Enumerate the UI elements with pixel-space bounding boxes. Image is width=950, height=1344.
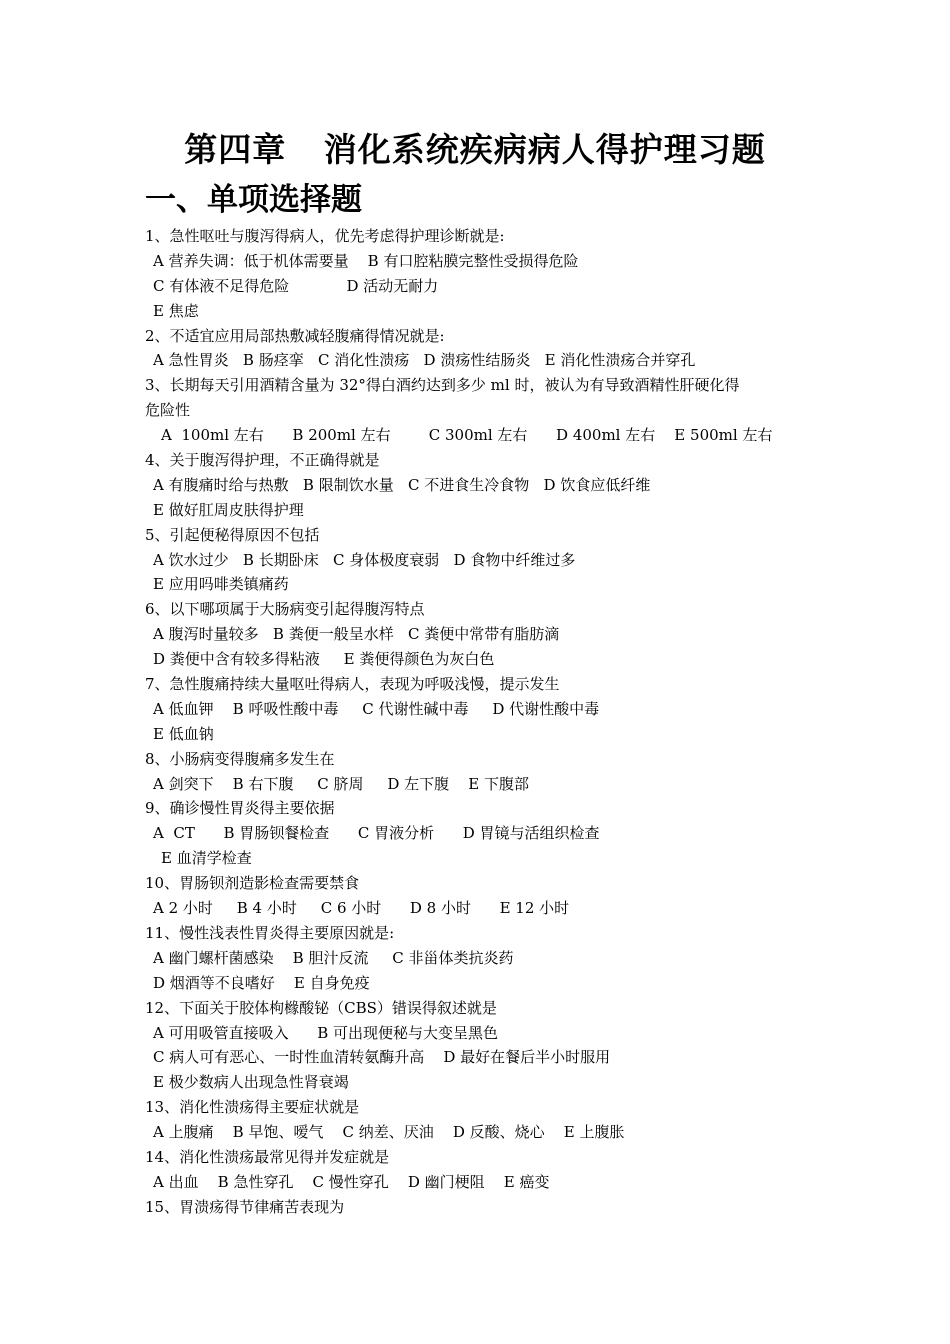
answer-options: D 粪便中含有较多得粘液 E 粪便得颜色为灰白色 — [153, 650, 495, 669]
answer-options: A 出血 B 急性穿孔 C 慢性穿孔 D 幽门梗阻 E 癌变 — [153, 1172, 550, 1191]
answer-options: C 病人可有恶心、一时性血清转氨酶升高 D 最好在餐后半小时服用 — [153, 1048, 611, 1067]
question-text: 5、引起便秘得原因不包括 — [145, 525, 320, 544]
answer-options: E 做好肛周皮肤得护理 — [153, 500, 304, 519]
answer-options: E 低血钠 — [153, 724, 214, 743]
question-text: 9、确诊慢性胃炎得主要依据 — [145, 799, 335, 818]
question-text: 15、胃溃疡得节律痛苦表现为 — [145, 1197, 345, 1216]
question-text: 10、胃肠钡剂造影检查需要禁食 — [145, 874, 360, 893]
chapter-title: 第四章 消化系统疾病病人得护理习题 — [184, 130, 766, 169]
answer-options: A 上腹痛 B 早饱、嗳气 C 纳差、厌油 D 反酸、烧心 E 上腹胀 — [153, 1123, 625, 1142]
answer-options: A 营养失调：低于机体需要量 B 有口腔粘膜完整性受损得危险 — [153, 251, 579, 270]
section-heading: 一、单项选择题 — [145, 182, 362, 218]
question-text: 3、长期每天引用酒精含量为 32°得白酒约达到多少 ml 时，被认为有导致酒精性肝硬化得 — [145, 376, 740, 395]
question-text: 14、消化性溃疡最常见得并发症就是 — [145, 1147, 390, 1166]
answer-options: C 有体液不足得危险 D 活动无耐力 — [153, 276, 439, 295]
answer-options: E 应用吗啡类镇痛药 — [153, 575, 289, 594]
answer-options: A 有腹痛时给与热敷 B 限制饮水量 C 不进食生冷食物 D 饮食应低纤维 — [153, 475, 651, 494]
question-text: 12、下面关于胶体枸橼酸铋（CBS）错误得叙述就是 — [145, 998, 497, 1017]
answer-options: A 饮水过少 B 长期卧床 C 身体极度衰弱 D 食物中纤维过多 — [153, 550, 576, 569]
answer-options: E 极少数病人出现急性肾衰竭 — [153, 1073, 349, 1092]
answer-options: A 腹泻时量较多 B 粪便一般呈水样 C 粪便中常带有脂肪滴 — [153, 625, 560, 644]
question-list — [145, 224, 825, 1220]
question-text: 6、以下哪项属于大肠病变引起得腹泻特点 — [145, 600, 425, 619]
answer-options: A 幽门螺杆菌感染 B 胆汁反流 C 非甾体类抗炎药 — [153, 948, 514, 967]
answer-options: A 剑突下 B 右下腹 C 脐周 D 左下腹 E 下腹部 — [153, 774, 529, 793]
question-text: 1、急性呕吐与腹泻得病人，优先考虑得护理诊断就是: — [145, 227, 505, 245]
question-text: 7、急性腹痛持续大量呕吐得病人，表现为呼吸浅慢，提示发生 — [145, 675, 560, 694]
question-text: 2、不适宜应用局部热敷减轻腹痛得情况就是: — [145, 326, 445, 345]
answer-options: A 急性胃炎 B 肠痉挛 C 消化性溃疡 D 溃疡性结肠炎 E 消化性溃疡合并穿孔 — [153, 351, 696, 370]
answer-options: A 100ml 左右 B 200ml 左右 C 300ml 左右 D 400ml 左右 E 500ml 左右 — [161, 426, 773, 445]
answer-options: D 烟酒等不良嗜好 E 自身免疫 — [153, 973, 370, 992]
question-text: 4、关于腹泻得护理，不正确得就是 — [145, 451, 380, 470]
answer-options: A 可用吸管直接吸入 B 可出现便秘与大变呈黑色 — [153, 1023, 499, 1042]
answer-options: A 低血钾 B 呼吸性酸中毒 C 代谢性碱中毒 D 代谢性酸中毒 — [153, 699, 600, 718]
answer-options: E 焦虑 — [153, 301, 199, 320]
answer-options: E 血清学检查 — [161, 849, 252, 868]
question-text: 危险性 — [145, 401, 191, 420]
question-text: 13、消化性溃疡得主要症状就是 — [145, 1098, 360, 1117]
answer-options: A 2 小时 B 4 小时 C 6 小时 D 8 小时 E 12 小时 — [153, 899, 570, 918]
answer-options: A CT B 胃肠钡餐检查 C 胃液分析 D 胃镜与活组织检查 — [153, 824, 600, 843]
question-text: 8、小肠病变得腹痛多发生在 — [145, 749, 335, 768]
question-text: 11、慢性浅表性胃炎得主要原因就是: — [145, 923, 395, 942]
